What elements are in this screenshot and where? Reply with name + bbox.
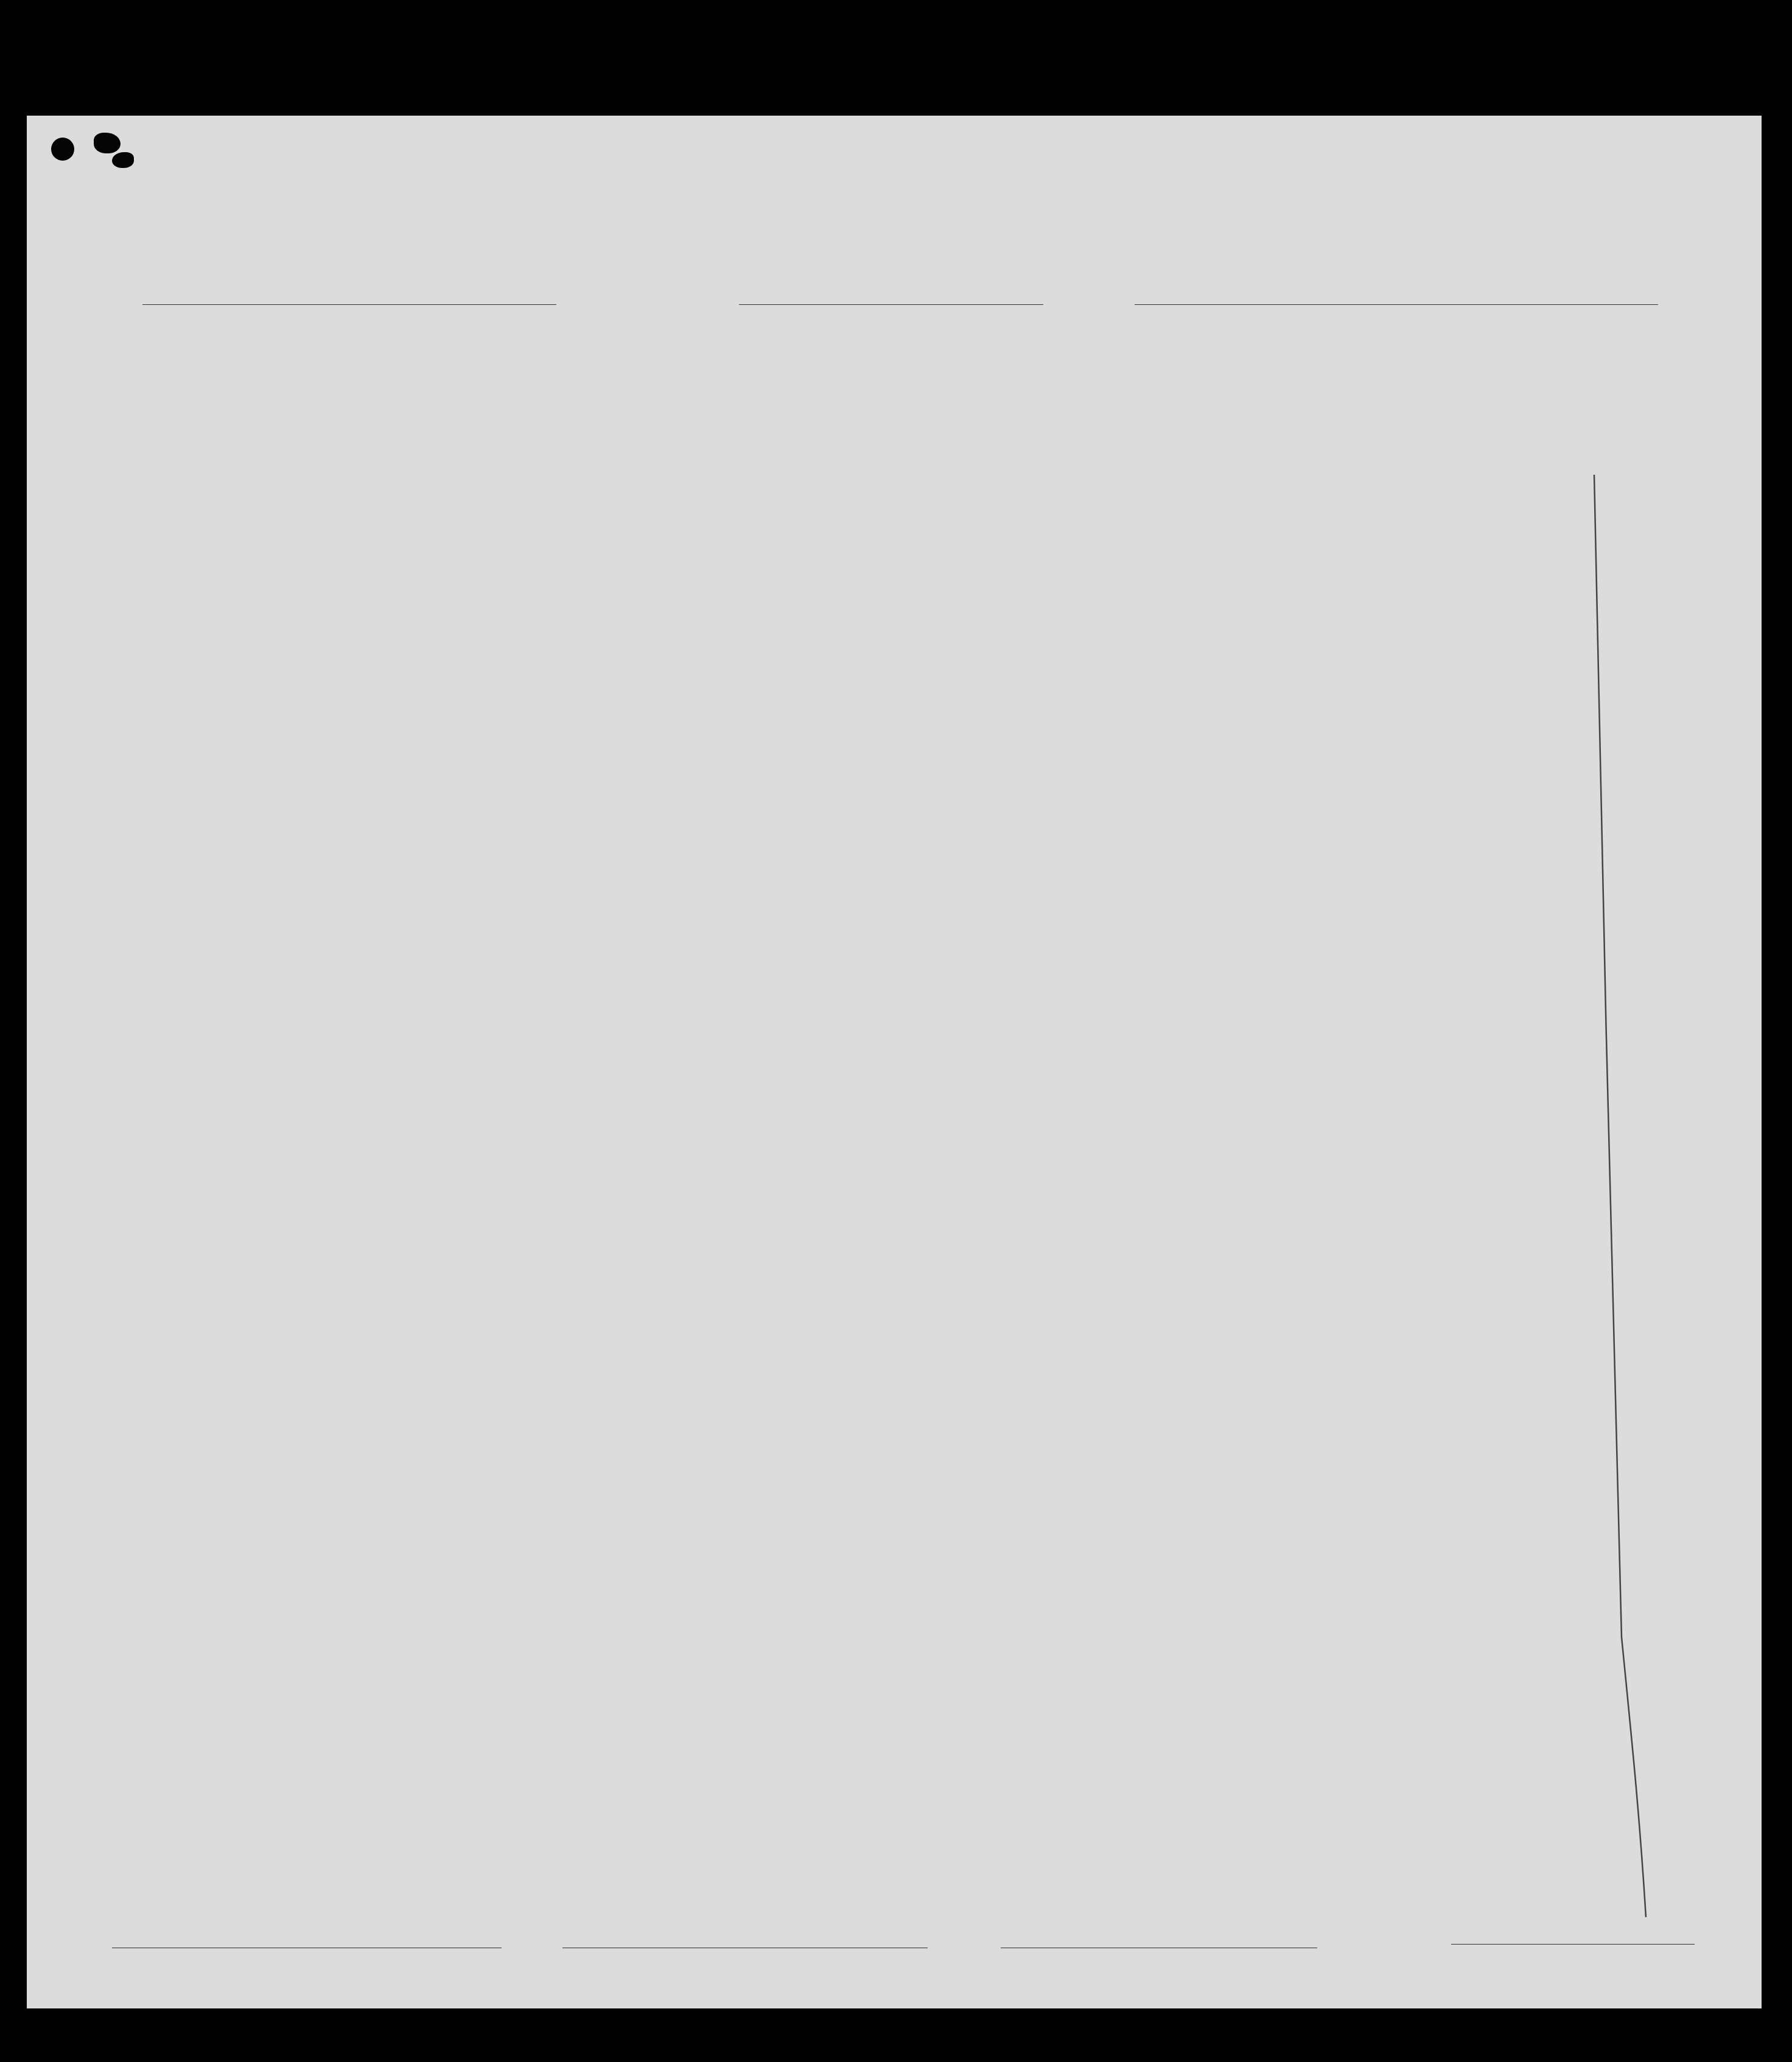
manifest-page <box>27 116 1762 2008</box>
action-bracket <box>27 116 1762 2008</box>
